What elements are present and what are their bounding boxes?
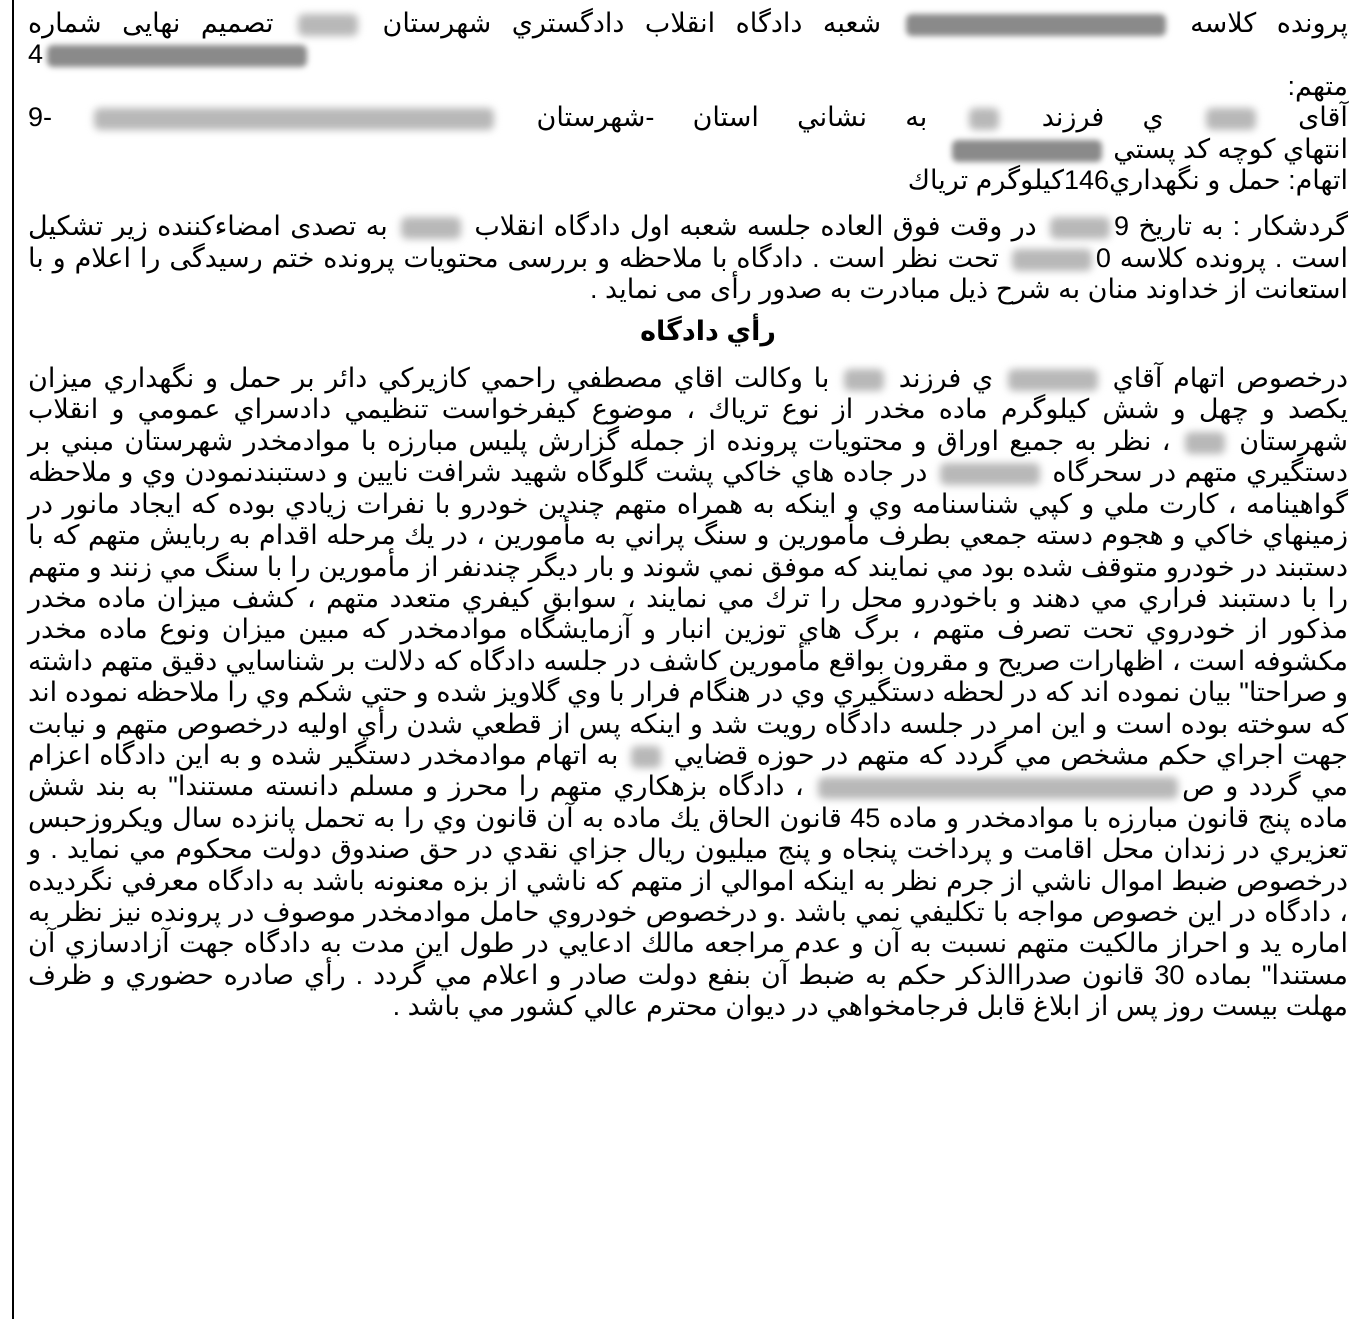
verdict-evidence: ، نظر به جميع اوراق و محتويات پرونده از جمله گزارش پليس مبارزه با موادمخدر شهرستان مبني بر دستگيري متهم در سحرگاه xyxy=(28,425,1348,488)
verdict-sentence: ، دادگاه بزهكاري متهم را محرز و مسلم دانسته مستندا" به بند شش ماده پنج قانون مبارزه با موادمخدر و ماده 45 قانون الحاق يك ماده به آن قانون وي را به تحمل پانزده سال ويكروزحبس تعزيري در زندان محل اقامت و پرداخت پنجاه و پنج ميليون ريال جزاي نقدي در حق صندوق دولت محكوم مي نمايد . و درخصوص ضبط اموال ناشي از جرم نظر به اينكه اموالي از متهم كه ناشي از بزه معنونه باشد به دادگاه معرفي نگرديده ، دادگاه در اين خصوص مواجه با تكليفي نمي باشد .و درخصوص خودروي حامل موادمخدر موصوف در پرونده نيز نظر به اماره يد و احراز مالكيت متهم نسبت به آن و عدم مراجعه مالك ادعايي در طول اين مدت به دادگاه جهت آزادسازي آن مستندا" بماده 30 قانون صدراالذكر حكم به ضبط آن بنفع دولت صادر و اعلام مي گردد . رأي صادره حضوري و ظرف مهلت بيست روز پس از ابلاغ قابل فرجامخواهي در ديوان محترم عالي كشور مي باشد . xyxy=(28,771,1349,1022)
redacted-case-number xyxy=(906,14,1166,36)
verdict-intro: درخصوص اتهام آقاي xyxy=(1112,363,1348,394)
verdict-paragraph xyxy=(28,363,1348,1023)
procedure-date-visible: 9 xyxy=(1114,211,1130,242)
procedure-tail: تحت نظر است . دادگاه با ملاحظه و بررسی محتويات پرونده ختم رسيدگی را اعلام و با استعانت از خداوند منان به شرح ذيل مبادرت به صدور رأی می نمايد . xyxy=(28,242,1348,305)
verdict-child-of: ي فرزند xyxy=(898,363,994,394)
procedure-formed: به تصدی امضاءكننده زير تشكيل است . پرونده كلاسه xyxy=(28,211,1348,273)
accused-name-fragment: ي xyxy=(1142,102,1164,133)
header-line-2 xyxy=(28,39,1348,70)
redacted-address xyxy=(94,108,494,130)
redacted-accused-father xyxy=(844,369,884,391)
redacted-father-name xyxy=(969,108,999,130)
accused-title: آقای xyxy=(1298,102,1348,133)
postal-code-label: انتهاي كوچه كد پستي xyxy=(1113,133,1348,164)
procedure-date-label: گردشكار : به تاريخ xyxy=(1138,211,1348,242)
procedure-session: در وقت فوق العاده جلسه شعبه اول دادگاه انقلاب xyxy=(474,211,1037,242)
redacted-clause xyxy=(818,777,1178,799)
redacted-arrest-date xyxy=(940,463,1040,485)
redacted-date xyxy=(1050,217,1110,239)
procedure-case-visible: 0 xyxy=(1095,242,1111,273)
verdict-facts: در جاده هاي خاكي پشت گلوگاه شهيد شرافت نايين و دستبندنمودن وي و ملاحظه گواهينامه ، كارت ملي و كپي شناسنامه وي و اينكه به همراه متهم چندين خودرو با نفرات زيادي بوده كه ايجاد مانور در زمينهاي خاكي و هجوم دسته جمعي بطرف مأمورين و سنگ پراني به مأمورين ، در يك مرحله اقدام به ربايش متهم كه با دستبند در خودرو متوقف شده بود مي نمايند كه موفق نمي شوند و بار ديگر چندنفر از مأمورين را با سنگ مي زنند و متهم را با دستبند فراري مي دهند و باخودرو محل را ترك مي نمايند ، سوابق كيفري متعدد متهم ، كشف ميزان ماده مخدر مذكور از خودروي تحت تصرف متهم ، برگ هاي توزين انبار و آزمايشگاه موادمخدر كه مبين ميزان ونوع ماده مخدر مكشوفه است ، اظهارات صريح و مقرون بواقع مأمورين كاشف در جلسه دادگاه كه دلالت بر شناسايي دقيق متهم داشته و صراحتا" بيان نموده اند كه در لحظه دستگيري وي در هنگام فرار با وي گلاويز شده و حتي شكم وي را ملاحظه نموده اند كه سوخته بوده است و اين امر در جلسه دادگاه رويت شد و اينكه پس از قطعي شدن رأي اوليه درخصوص متهم و نيابت جهت اجراي حكم مشخص مي گردد كه متهم در حوزه قضايي xyxy=(28,457,1348,770)
page-left-border xyxy=(12,0,14,1319)
redacted-accused-name xyxy=(1008,369,1098,391)
accused-line-2 xyxy=(28,134,1348,165)
redacted-first-name xyxy=(1206,108,1256,130)
verdict-lawyer-charge: با وكالت اقاي مصطفي راحمي كازيركي دائر بر حمل و نگهداري ميزان يكصد و چهل و شش كيلوگرم ماده مخدر از نوع ترياك ، موضوع كيفرخواست تنظيمي دادسراي عمومي و انقلاب شهرستان xyxy=(28,363,1348,456)
header-line-1 xyxy=(28,8,1348,39)
decision-document xyxy=(28,8,1348,1023)
address-tail: -9 xyxy=(28,102,53,133)
case-label: پرونده كلاسه xyxy=(1190,8,1348,38)
redacted-decision-number xyxy=(47,45,307,67)
address-province-label: به نشاني استان xyxy=(692,102,928,133)
charge-line: اتهام: حمل و نگهداري146كيلوگرم ترياك xyxy=(907,165,1348,196)
accused-line-1 xyxy=(28,102,1348,133)
child-of-label: فرزند xyxy=(1041,102,1105,133)
redacted-postal-code xyxy=(952,140,1102,162)
verdict-arrest: به اتهام موادمخدر دستگير شده و به اين دادگاه اعزام مي گردد و ص xyxy=(28,739,1348,802)
court-branch-label: شعبه دادگاه انقلاب دادگستري شهرستان xyxy=(382,8,882,38)
redacted-procedure-case xyxy=(1012,249,1092,271)
verdict-title: رأي دادگاه xyxy=(640,315,776,346)
redacted-jurisdiction xyxy=(631,746,661,768)
decision-number-label: تصميم نهايی شماره xyxy=(28,8,274,38)
accused-label: متهم: xyxy=(1287,70,1348,101)
redacted-county xyxy=(1185,432,1225,454)
decision-number-tail: 4 xyxy=(28,39,44,70)
address-city-label: -شهرستان xyxy=(536,102,655,133)
redacted-city xyxy=(298,14,358,36)
redacted-court-city xyxy=(401,217,461,239)
procedure-paragraph xyxy=(28,211,1348,305)
